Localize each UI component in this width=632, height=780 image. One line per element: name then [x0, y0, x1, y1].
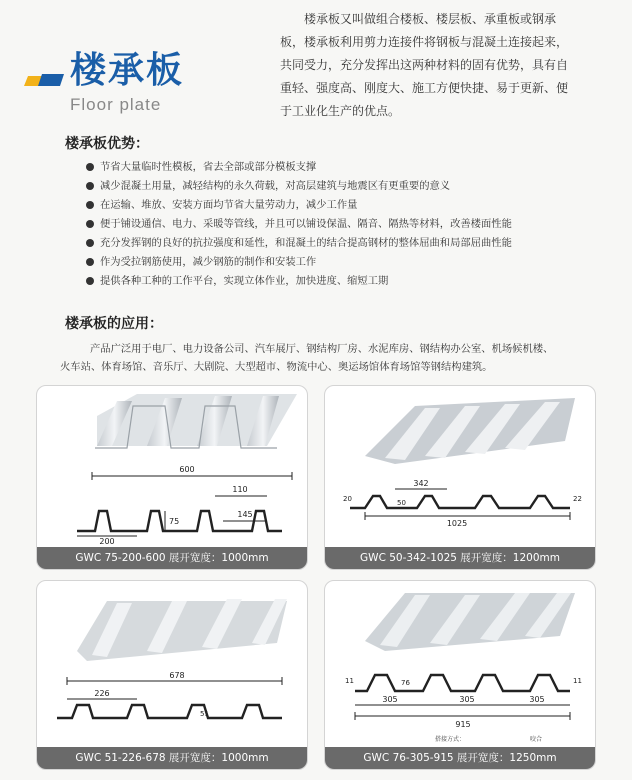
intro-line: 共同受力，充分发挥出这两种材料的固有优势，具有自	[280, 58, 569, 72]
deck-photo	[95, 394, 297, 448]
profile-drawing	[350, 489, 570, 520]
list-item: 充分发挥钢的良好的抗拉强度和延性，和混凝土的结合提高钢材的整体屈曲和局部屈曲性能	[86, 234, 512, 253]
profile-drawing	[77, 472, 292, 536]
deck-photo	[365, 593, 575, 651]
list-item: 减少混凝土用量，减轻结构的永久荷载，对高层建筑与地震区有更重要的意义	[86, 177, 512, 196]
dim-total: 1025	[446, 519, 468, 528]
profile-drawing	[57, 677, 282, 718]
dim-left-edge: 11	[345, 677, 354, 685]
deck-photo	[365, 398, 575, 464]
gwc51-deck-illustration	[37, 581, 307, 747]
intro-paragraph	[280, 8, 605, 123]
applications-line-text: 产品广泛用于电厂、电力设备公司、汽车展厅、钢结构厂房、水泥库房、钢结构办公室、机场候机楼、	[90, 343, 554, 355]
product-caption: GWC 50-342-1025 展开宽度：1200mm	[325, 547, 595, 569]
dim-rib-top: 110	[232, 485, 248, 494]
joint-note-value: 咬合	[530, 736, 543, 743]
page-title: 楼承板	[70, 50, 185, 91]
product-card-gwc51	[36, 580, 308, 770]
dim-pitch: 200	[99, 537, 115, 546]
deck-photo	[77, 599, 287, 661]
intro-line: 于工业化生产的优点。	[280, 104, 401, 118]
gwc75-deck-illustration	[37, 386, 307, 547]
applications-line	[70, 340, 590, 358]
dim-pitch: 342	[413, 479, 429, 488]
dim-pitch-1: 305	[382, 695, 398, 704]
advantages-title: 楼承板优势：	[65, 136, 149, 152]
dim-total: 915	[455, 720, 471, 729]
title-accent-icon	[22, 70, 64, 86]
dim-total: 600	[179, 465, 195, 474]
dim-height: 50	[397, 499, 406, 507]
gwc76-deck-illustration	[325, 581, 595, 747]
product-caption: GWC 51-226-678 展开宽度：1000mm	[37, 747, 307, 769]
intro-line: 重轻、强度高、刚度大、施工方便快捷、易于更新、便	[280, 81, 569, 95]
dim-height: 76	[401, 679, 410, 687]
dim-right-edge: 11	[573, 677, 582, 685]
product-caption: GWC 75-200-600 展开宽度：1000mm	[37, 547, 307, 569]
list-item: 节省大量临时性模板，省去全部或部分模板支撑	[86, 158, 512, 177]
list-item: 在运输、堆放、安装方面均节省大量劳动力，减少工作量	[86, 196, 512, 215]
applications-line: 火车站、体育场馆、音乐厅、大剧院、大型超市、物流中心、奥运场馆体育场馆等钢结构建筑。	[60, 361, 493, 373]
list-item: 便于铺设通信、电力、采暖等管线，并且可以铺设保温、隔音、隔热等材料，改善楼面性能	[86, 215, 512, 234]
applications-title: 楼承板的应用：	[65, 316, 163, 332]
dim-height: 51	[200, 710, 209, 718]
page-subtitle: Floor plate	[70, 95, 162, 114]
dim-height: 75	[169, 517, 180, 526]
product-card-gwc76	[324, 580, 596, 770]
advantages-list	[86, 158, 512, 291]
list-item: 作为受拉钢筋使用，减少钢筋的制作和安装工作	[86, 253, 512, 272]
product-caption: GWC 76-305-915 展开宽度：1250mm	[325, 747, 595, 769]
dim-pitch-3: 305	[529, 695, 545, 704]
list-item: 提供各种工种的工作平台，实现立体作业，加快进度、缩短工期	[86, 272, 512, 291]
product-card-gwc75	[36, 385, 308, 570]
dim-left-edge: 20	[343, 495, 352, 503]
dim-pitch: 226	[94, 689, 110, 698]
applications-paragraph	[60, 340, 590, 376]
gwc50-deck-illustration	[325, 386, 595, 547]
intro-line: 板，楼承板利用剪力连接件将钢板与混凝土连接起来，	[280, 35, 569, 49]
product-card-gwc50	[324, 385, 596, 570]
intro-line: 楼承板又叫做组合楼板、楼层板、承重板或钢承	[304, 12, 557, 26]
dim-pitch-2: 305	[459, 695, 475, 704]
joint-note-label: 搭接方式：	[435, 736, 466, 743]
dim-right-edge: 22	[573, 495, 582, 503]
dim-total: 678	[169, 671, 185, 680]
dim-bottom: 145	[237, 510, 253, 519]
